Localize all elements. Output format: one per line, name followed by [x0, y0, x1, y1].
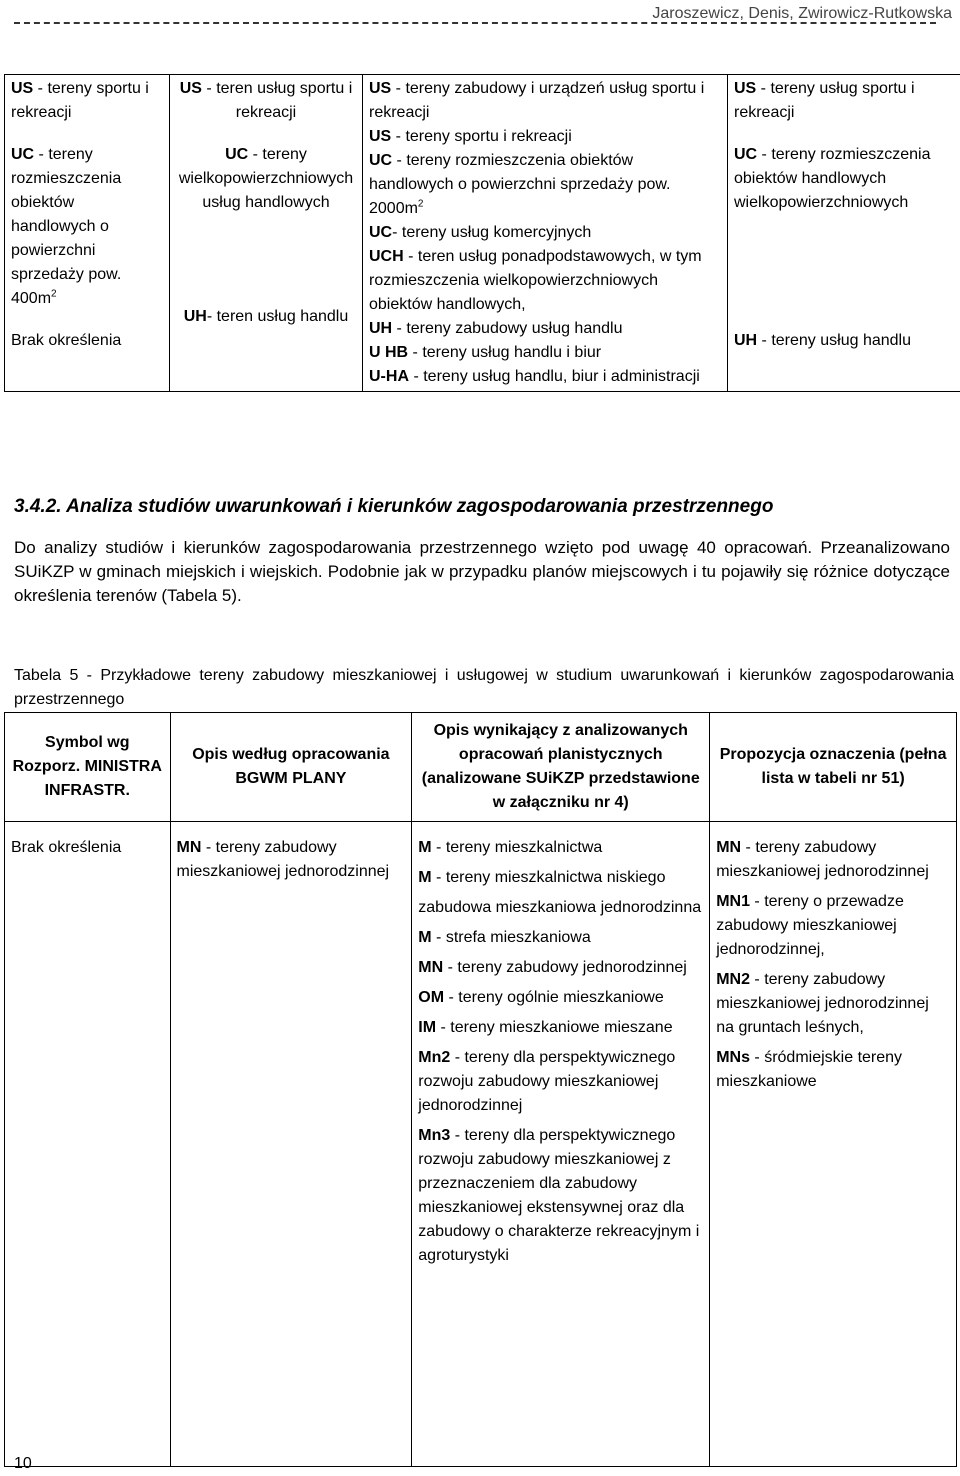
table-5	[4, 712, 957, 1467]
section-paragraph: Do analizy studiów i kierunków zagospodarowania przestrzennego wzięto pod uwagę 40 opracowań. Przeanalizowano SUiKZP w gminach miejskich i wiejskich. Podobnie jak w przypadku planów miejscowych i tu pojawiły się różnice dotyczące określenia terenów (Tabela 5).	[14, 536, 950, 608]
page-number: 10	[14, 1452, 32, 1476]
table-caption: Tabela 5 - Przykładowe tereny zabudowy mieszkaniowej i usługowej w studium uwarunkowań i kierunków zagospodarowania przestrzennego	[14, 664, 954, 712]
table-header-row	[5, 713, 957, 822]
header-rule	[14, 22, 936, 26]
header-author: Jaroszewicz, Denis, Zwirowicz-Rutkowska	[652, 2, 952, 26]
table-cell: Brak określenia	[5, 822, 171, 1467]
top-table	[4, 74, 960, 392]
table-cell: US - tereny sportu i rekreacji UC - tereny rozmieszczenia obiektów handlowych o powierzchni sprzedaży pow. $400m^2$ Brak określenia	[5, 75, 170, 392]
table-row	[5, 75, 960, 392]
column-header: Opis wynikający z analizowanych opracowań planistycznych (analizowane SUiKZP przedstawione w załączniku nr 4)	[412, 713, 710, 822]
column-header: Propozycja oznaczenia (pełna lista w tabeli nr 51)	[710, 713, 957, 822]
table-cell: MN - tereny zabudowy mieszkaniowej jednorodzinnej	[170, 822, 412, 1467]
section-title: 3.4.2. Analiza studiów uwarunkowań i kierunków zagospodarowania przestrzennego	[14, 494, 944, 520]
table-cell: MN - tereny zabudowy mieszkaniowej jednorodzinnej MN1 - tereny o przewadze zabudowy mieszkaniowej jednorodzinnej, MN2 - tereny zabudowy mieszkaniowej jednorodzinnej na gruntach leśnych, MNs - śródmiejskie tereny mieszkaniowe	[710, 822, 957, 1467]
table-cell: US - teren usług sportu i rekreacji UC - tereny wielkopowierzchniowych usług handlowych UH- teren usług handlu	[170, 75, 363, 392]
table-row	[5, 822, 957, 1467]
table-cell: US - tereny zabudowy i urządzeń usług sportu i rekreacji US - tereny sportu i rekreacji UC - tereny rozmieszczenia obiektów handlowych o powierzchni sprzedaży pow. $2000m^2$ UC- tereny usług komercyjnych UCH - teren usług ponadpodstawowych, w tym rozmieszczenia wielkopowierzchniowych obiektów handlowych, UH - tereny zabudowy usług handlu U HB - tereny usług handlu i biur U-HA - tereny usług handlu, biur i administracji	[363, 75, 728, 392]
table-cell: US - tereny usług sportu i rekreacji UC - tereny rozmieszczenia obiektów handlowych wielkopowierzchniowych UH - tereny usług handlu	[728, 75, 960, 392]
column-header: Opis według opracowania BGWM PLANY	[170, 713, 412, 822]
column-header: Symbol wg Rozporz. MINISTRA INFRASTR.	[5, 713, 171, 822]
table-cell: M - tereny mieszkalnictwa M - tereny mieszkalnictwa niskiego zabudowa mieszkaniowa jednorodzinna M - strefa mieszkaniowa MN - tereny zabudowy jednorodzinnej OM - tereny ogólnie mieszkaniowe IM - tereny mieszkaniowe mieszane Mn2 - tereny dla perspektywicznego rozwoju zabudowy mieszkaniowej jednorodzinnej Mn3 - tereny dla perspektywicznego rozwoju zabudowy mieszkaniowej z przeznaczeniem dla zabudowy mieszkaniowej ekstensywnej oraz dla zabudowy o charakterze rekreacyjnym i agroturystyki	[412, 822, 710, 1467]
